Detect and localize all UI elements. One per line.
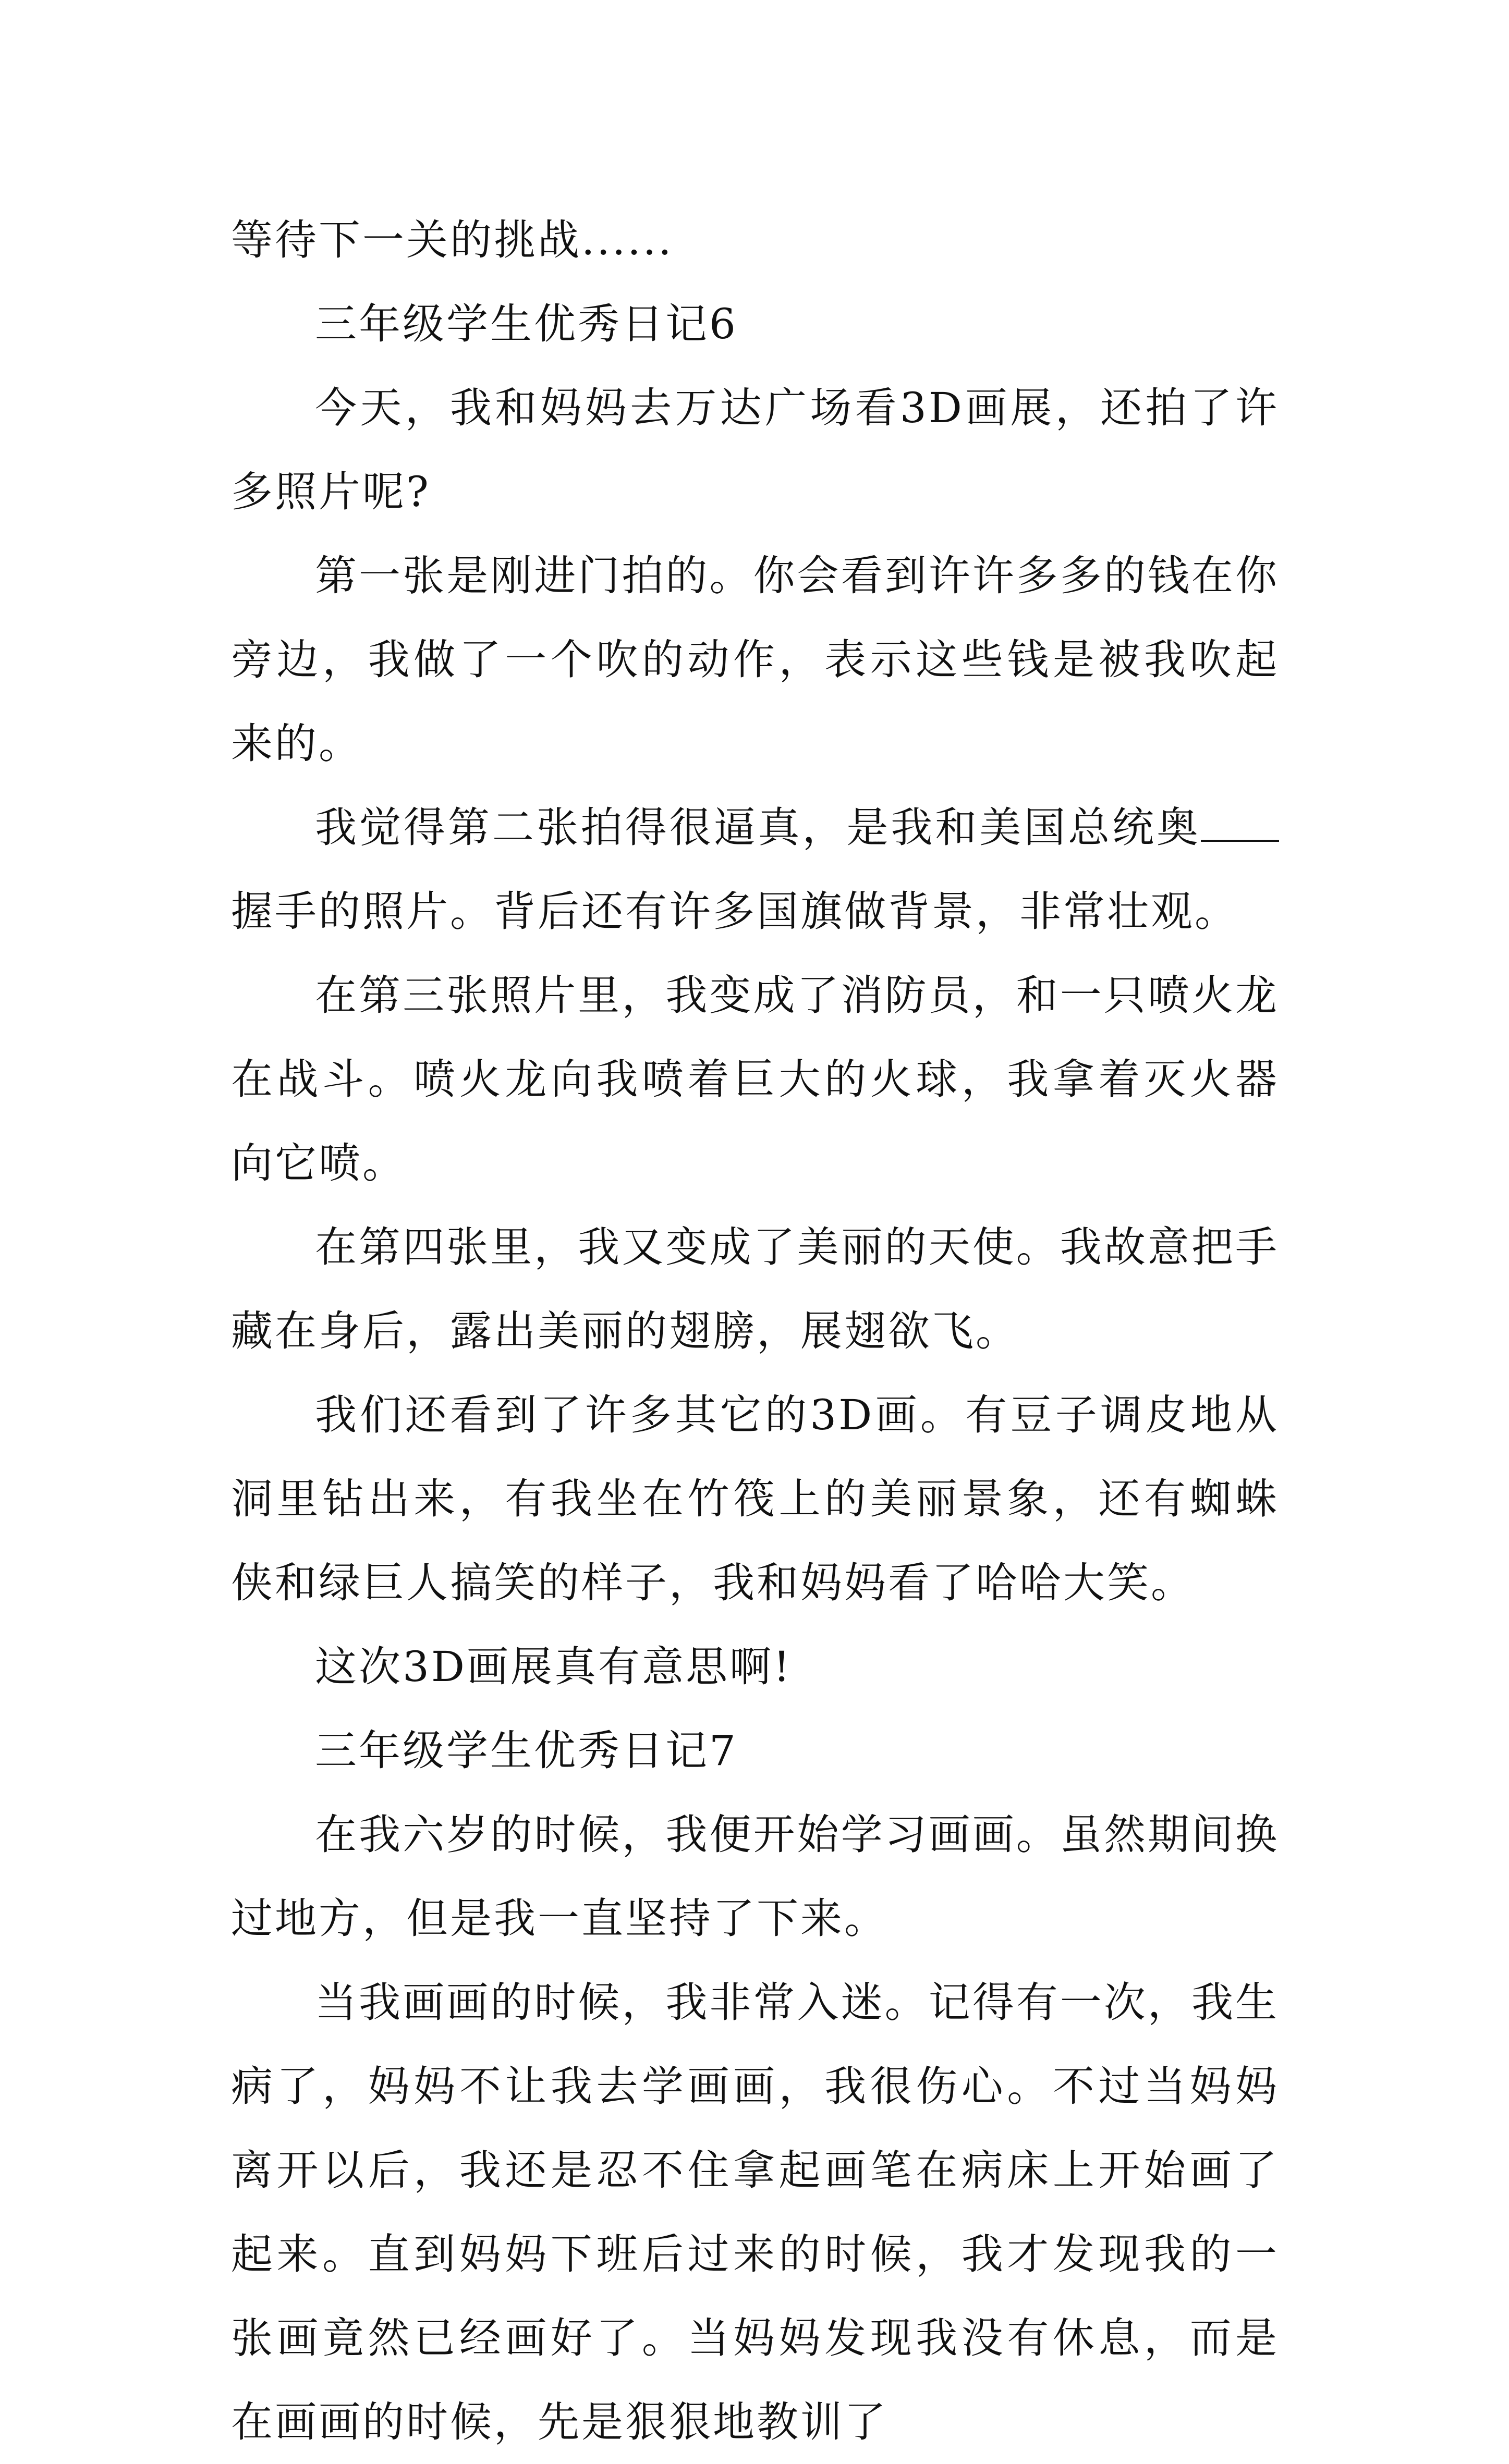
- paragraph: 在我六岁的时候，我便开始学习画画。虽然期间换过地方，但是我一直坚持了下来。: [231, 1810, 1279, 1943]
- paragraph: 第一张是刚进门拍的。你会看到许许多多的钱在你旁边，我做了一个吹的动作，表示这些钱是被我吹起来的。: [231, 551, 1279, 768]
- paragraph-part-before-blank: 我觉得第二张拍得很逼真，是我和美国总统奥: [315, 803, 1201, 852]
- document-body: [231, 198, 1279, 2464]
- paragraph: 在第三张照片里，我变成了消防员，和一只喷火龙在战斗。喷火龙向我喷着巨大的火球，我拿着灭火器向它喷。: [231, 971, 1279, 1187]
- paragraph: 这次3D画展真有意思啊!: [315, 1642, 793, 1691]
- paragraph: 等待下一关的挑战......: [231, 216, 674, 264]
- diary-heading-6: 三年级学生优秀日记6: [315, 300, 738, 348]
- paragraph: 在第四张里，我又变成了美丽的天使。我故意把手藏在身后，露出美丽的翅膀，展翅欲飞。: [231, 1223, 1279, 1355]
- paragraph-part-after-blank: 握手的照片。背后还有许多国旗做背景，非常壮观。: [231, 887, 1238, 936]
- paragraph: 我们还看到了许多其它的3D画。有豆子调皮地从洞里钻出来，有我坐在竹筏上的美丽景象，还有蜘蛛侠和绿巨人搞笑的样子，我和妈妈看了哈哈大笑。: [231, 1391, 1279, 1607]
- paragraph: 今天，我和妈妈去万达广场看3D画展，还拍了许多照片呢?: [231, 384, 1279, 516]
- diary-heading-7: 三年级学生优秀日记7: [315, 1726, 738, 1775]
- fill-in-blank: [1201, 803, 1279, 842]
- paragraph-with-blank: [231, 786, 1279, 953]
- paragraph: 当我画画的时候，我非常入迷。记得有一次，我生病了，妈妈不让我去学画画，我很伤心。不过当妈妈离开以后，我还是忍不住拿起画笔在病床上开始画了起来。直到妈妈下班后过来的时候，我才发现我的一张画竟然已经画好了。当妈妈发现我没有休息，而是在画画的时候，先是狠狠地教训了: [231, 1978, 1279, 2446]
